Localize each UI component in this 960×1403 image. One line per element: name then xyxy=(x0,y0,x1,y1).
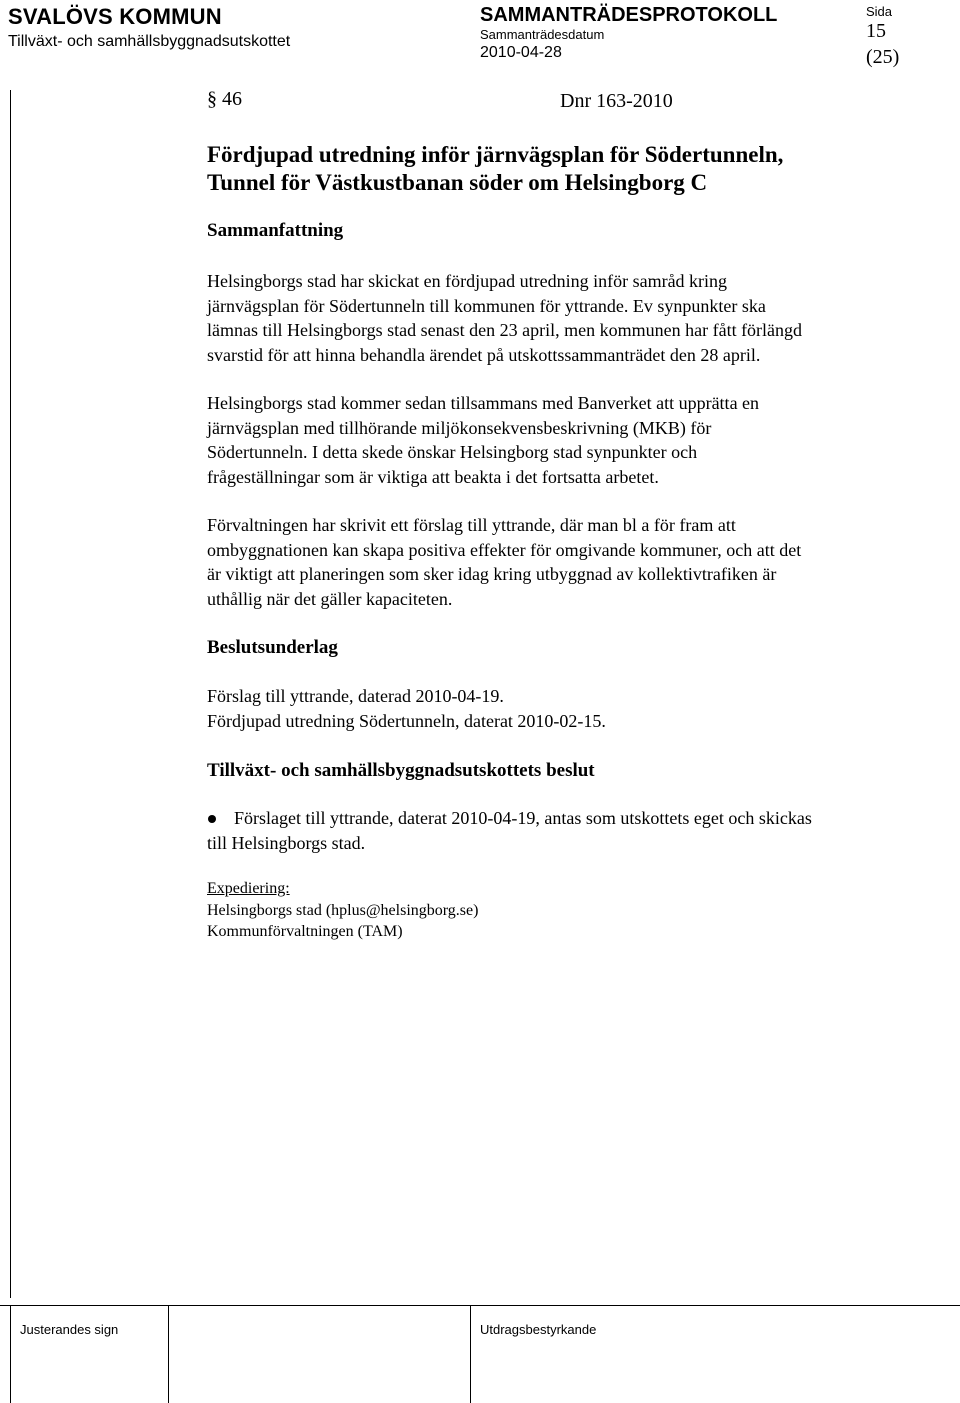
extract-certification-label: Utdragsbestyrkande xyxy=(480,1322,597,1337)
page-number: 15 xyxy=(866,20,886,42)
text-line: lämnas till Helsingborgs stad senast den 23 april, men kommunen har fått förlängd xyxy=(207,320,803,340)
basis-item: Fördjupad utredning Södertunneln, daterat 2010-02-15. xyxy=(207,710,606,731)
text-line: Helsingborgs stad har skickat en fördjupad utredning inför samråd kring xyxy=(207,271,728,291)
summary-heading: Sammanfattning xyxy=(207,220,344,241)
decision-text: Förslaget till yttrande, daterat 2010-04-19, antas som utskottets eget och skickas xyxy=(234,808,812,828)
item-title-line: Tunnel för Västkustbanan söder om Helsingborg C xyxy=(207,170,708,195)
footer-divider xyxy=(10,1305,11,1403)
footer-divider xyxy=(168,1305,169,1403)
document-type: SAMMANTRÄDESPROTOKOLL xyxy=(480,4,778,26)
committee-name: Tillväxt- och samhällsbyggnadsutskottet xyxy=(8,33,291,50)
adjuster-signature-label: Justerandes sign xyxy=(20,1322,119,1337)
item-title-line: Fördjupad utredning inför järnvägsplan för Södertunneln, xyxy=(207,142,784,167)
footer-divider xyxy=(470,1305,471,1403)
basis-list xyxy=(207,684,907,733)
text-line: Förvaltningen har skrivit ett förslag till yttrande, där man bl a för fram att xyxy=(207,515,736,535)
footer-rule xyxy=(0,1305,960,1306)
text-line: järnvägsplan för Södertunneln till kommunen för yttrande. Ev synpunkter ska xyxy=(207,295,766,316)
item-title xyxy=(207,141,783,197)
basis-item: Förslag till yttrande, daterad 2010-04-19. xyxy=(207,686,504,706)
text-line: svarstid för att hinna behandla ärendet på utskottssammanträdet den 28 april. xyxy=(207,344,761,365)
text-line: Helsingborgs stad kommer sedan tillsammans med Banverket att upprätta en xyxy=(207,393,760,413)
summary-paragraph-2 xyxy=(207,391,907,489)
summary-paragraph-3 xyxy=(207,513,907,611)
text-line: Södertunneln. I detta skede önskar Helsingborg stad synpunkter och xyxy=(207,442,698,462)
page-label: Sida xyxy=(866,4,893,19)
summary-paragraph-1 xyxy=(207,269,907,367)
dispatch-recipient: Kommunförvaltningen (TAM) xyxy=(207,923,403,940)
basis-heading: Beslutsunderlag xyxy=(207,637,338,658)
margin-rule xyxy=(10,90,11,1298)
text-line: ombyggnationen kan skapa positiva effekter för omgivande kommuner, och att det xyxy=(207,539,802,560)
organization-name: SVALÖVS KOMMUN xyxy=(8,4,222,29)
text-line: uthållig när det gäller kapaciteten. xyxy=(207,588,453,609)
text-line: frågeställningar som är viktiga att beakta i det fortsatta arbetet. xyxy=(207,466,659,487)
bullet-icon xyxy=(208,815,216,823)
page-total: (25) xyxy=(866,46,900,68)
meeting-date-label: Sammanträdesdatum xyxy=(480,27,605,42)
dispatch-label: Expediering: xyxy=(207,880,290,897)
diary-number: Dnr 163-2010 xyxy=(560,90,673,112)
meeting-date: 2010-04-28 xyxy=(480,44,562,61)
decision-text-continued: till Helsingborgs stad. xyxy=(207,833,366,853)
text-line: järnvägsplan med tillhörande miljökonsekvensbeskrivning (MKB) för xyxy=(207,417,712,438)
text-line: är viktigt att planeringen som sker idag kring utbyggnad av kollektivtrafiken är xyxy=(207,564,777,584)
dispatch-recipient: Helsingborgs stad (hplus@helsingborg.se) xyxy=(207,902,479,919)
section-number: § 46 xyxy=(207,88,242,110)
decision-heading: Tillväxt- och samhällsbyggnadsutskottets beslut xyxy=(207,760,595,781)
